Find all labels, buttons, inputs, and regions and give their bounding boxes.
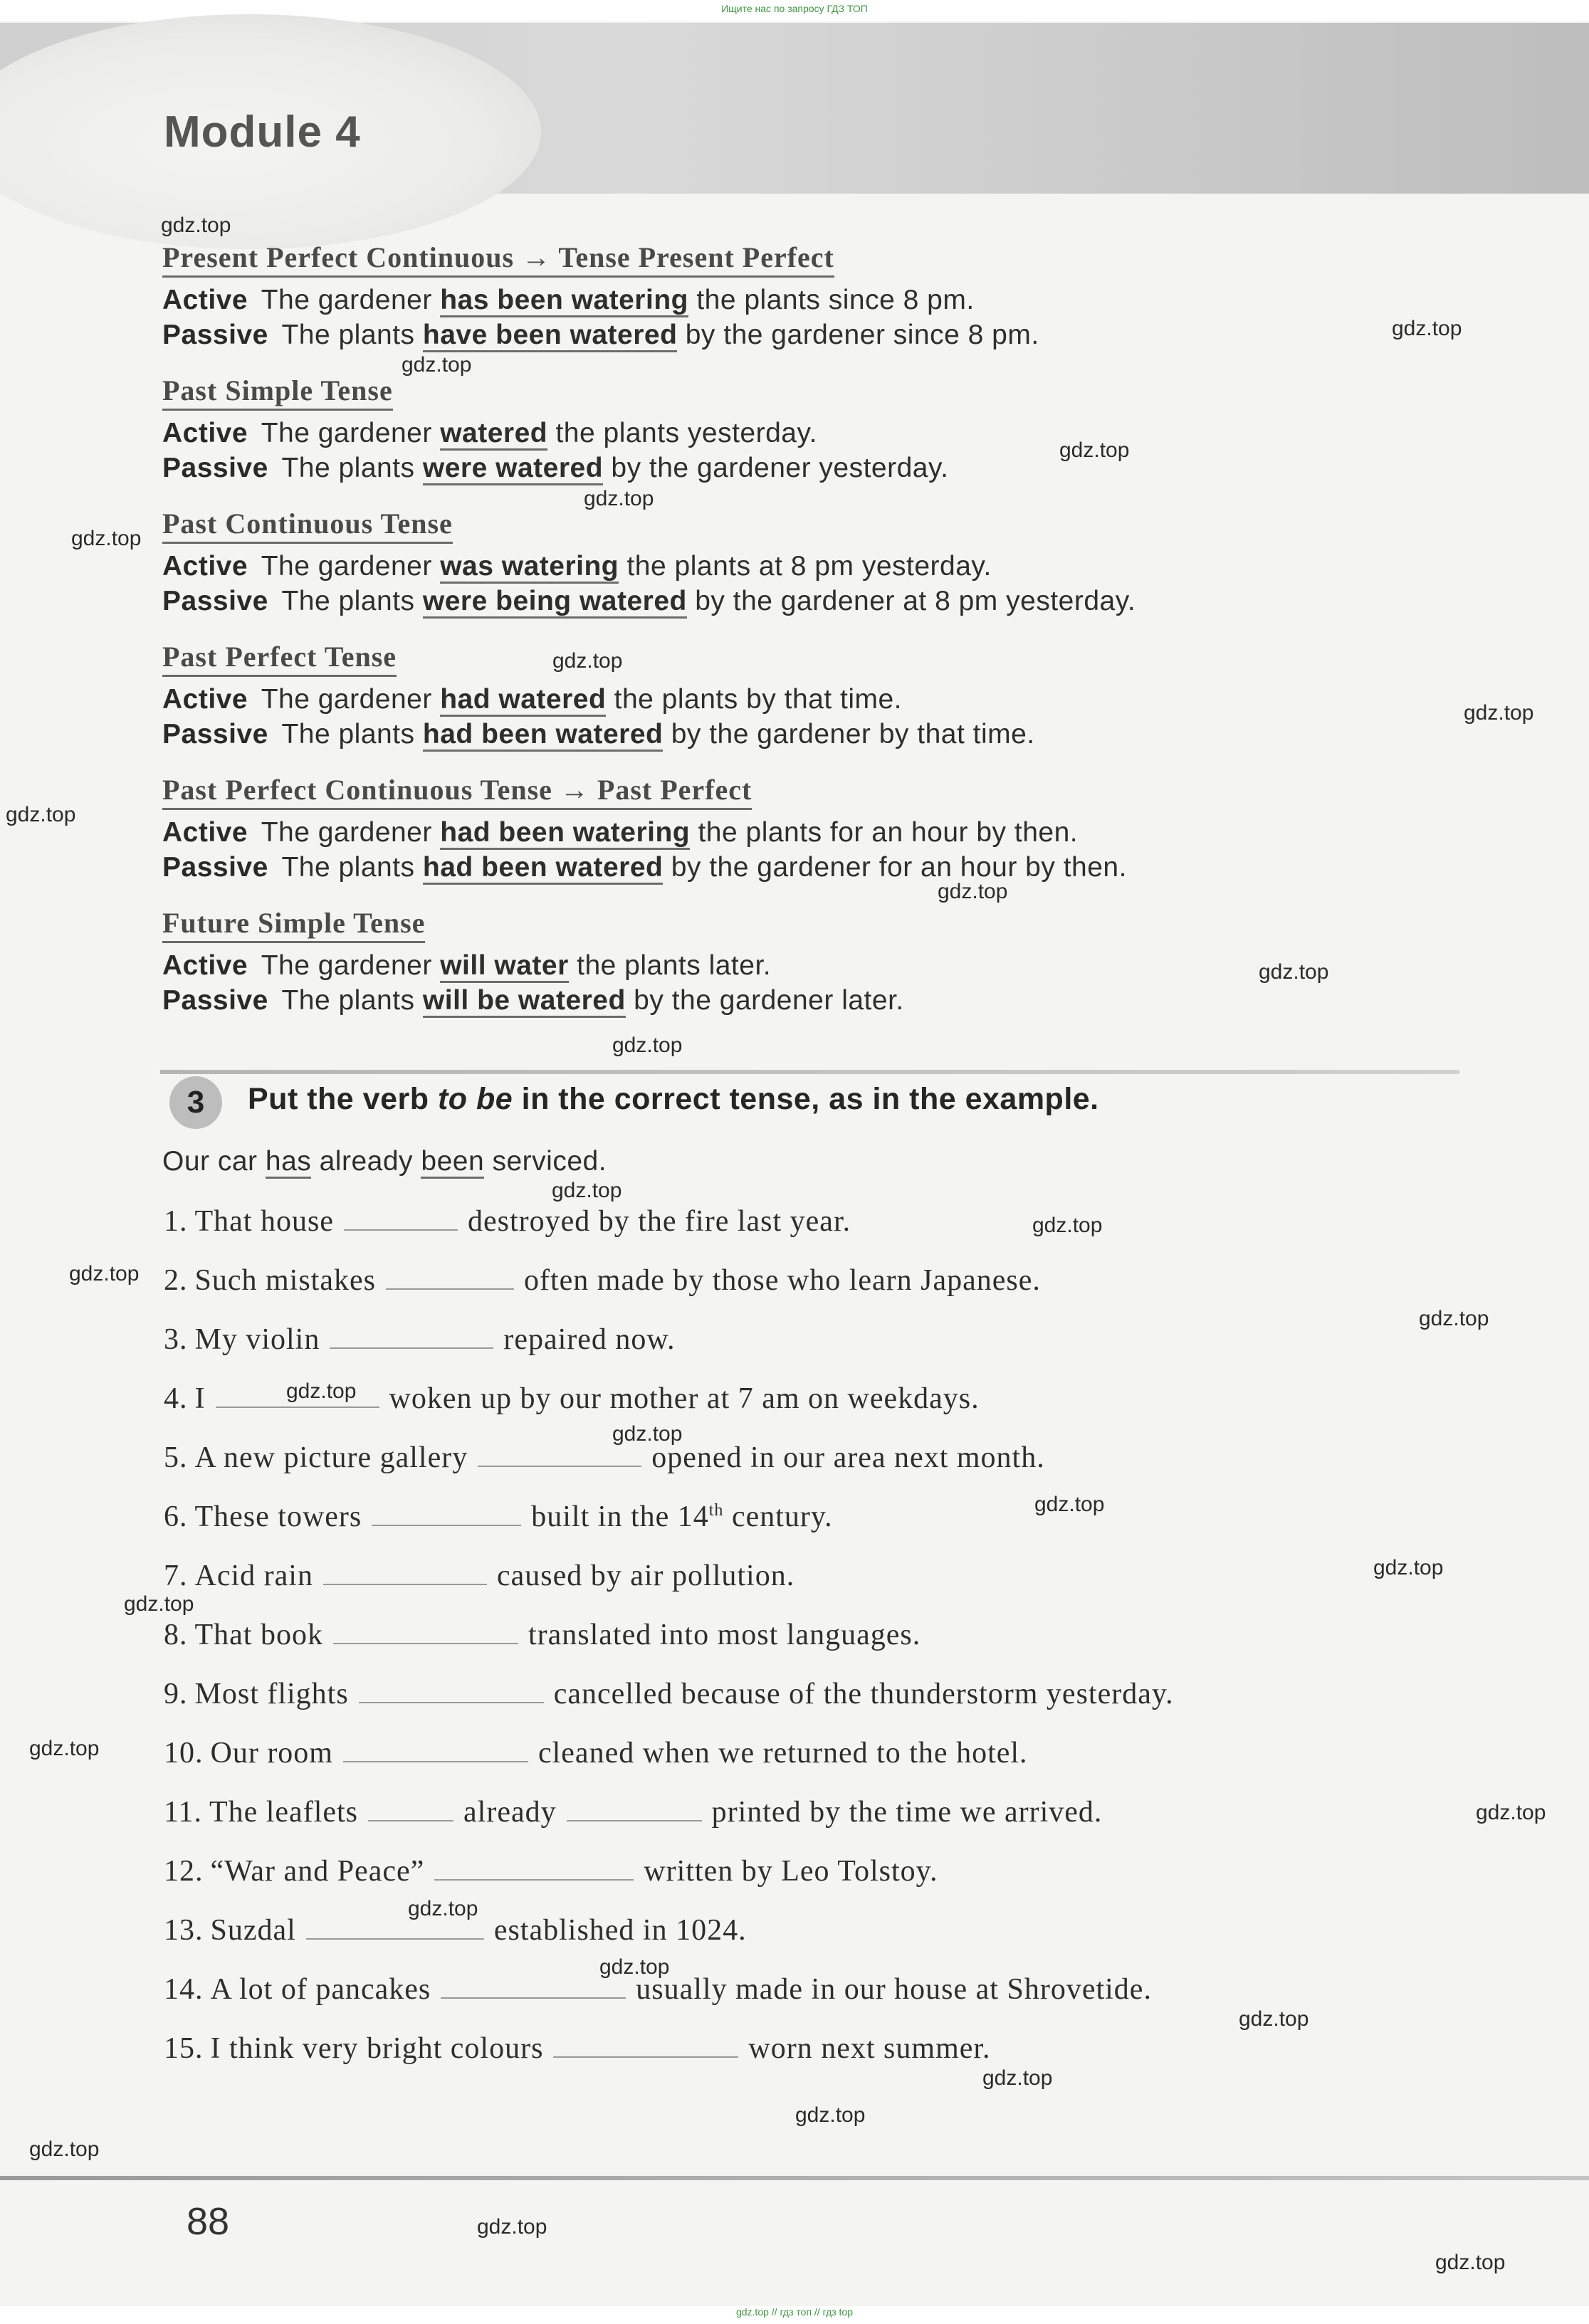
bottom-site-note: gdz.top // гдз топ // гдз top — [735, 2306, 854, 2318]
watermark: gdz.top — [795, 2103, 866, 2127]
item-number: 12. — [164, 1855, 204, 1888]
active-example — [162, 817, 1078, 848]
tense-heading: Future Simple Tense — [162, 906, 425, 943]
watermark: gdz.top — [599, 1955, 670, 1979]
item-text: A lot of pancakes — [210, 1973, 431, 2006]
watermark: gdz.top — [1259, 960, 1329, 984]
tense-heading: Past Simple Tense — [162, 374, 393, 411]
example-answer: has — [266, 1146, 311, 1179]
example-answer: been — [421, 1146, 484, 1179]
top-site-note: Ищите нас по запросу ГДЗ ТОП — [721, 3, 868, 14]
item-text: Most flights — [194, 1678, 349, 1710]
exercise-item — [164, 1795, 1102, 1829]
item-text: opened in our area next month. — [651, 1441, 1045, 1474]
item-text: usually made in our house at Shrovetide. — [636, 1973, 1152, 2006]
sentence-start: The gardener — [261, 817, 432, 848]
watermark: gdz.top — [612, 1422, 683, 1446]
verb-form: were being watered — [423, 586, 687, 619]
answer-blank[interactable] — [216, 1406, 379, 1408]
sentence-end: by the gardener at 8 pm yesterday. — [695, 586, 1136, 616]
answer-blank[interactable] — [553, 2056, 738, 2058]
exercise-number-badge: 3 — [169, 1076, 222, 1129]
answer-blank[interactable] — [478, 1465, 641, 1467]
item-number: 10. — [164, 1737, 204, 1770]
active-label: Active — [162, 418, 248, 448]
item-text: The leaflets — [209, 1796, 359, 1829]
exercise-item — [164, 1736, 1028, 1770]
item-text: translated into most languages. — [528, 1619, 921, 1651]
item-text: established in 1024. — [493, 1914, 747, 1947]
watermark: gdz.top — [982, 2066, 1053, 2090]
item-text: I — [194, 1382, 206, 1415]
item-number: 14. — [164, 1973, 204, 2006]
verb-form: had been watering — [440, 817, 690, 850]
active-example — [162, 285, 975, 316]
item-number: 6. — [164, 1500, 188, 1533]
answer-blank[interactable] — [330, 1347, 493, 1349]
sentence-end: by the gardener by that time. — [671, 719, 1035, 750]
exercise-item — [164, 1323, 676, 1357]
answer-blank[interactable] — [359, 1701, 544, 1703]
watermark: gdz.top — [124, 1592, 194, 1616]
watermark: gdz.top — [29, 2138, 100, 2161]
watermark: gdz.top — [552, 649, 623, 673]
passive-example — [162, 320, 1039, 351]
active-label: Active — [162, 950, 248, 981]
watermark: gdz.top — [29, 1737, 100, 1760]
tense-heading: Past Perfect Continuous Tense → Past Perfect — [162, 773, 752, 810]
watermark: gdz.top — [286, 1379, 357, 1403]
example-text: Our car — [162, 1146, 258, 1177]
item-text: printed by the time we arrived. — [711, 1796, 1103, 1829]
exercise-item — [164, 1677, 1174, 1711]
exercise-item — [164, 2031, 991, 2066]
watermark: gdz.top — [408, 1897, 478, 1920]
verb-form: was watering — [440, 551, 619, 584]
sentence-end: the plants by that time. — [614, 684, 903, 715]
passive-label: Passive — [162, 453, 268, 483]
item-text: caused by air pollution. — [496, 1560, 795, 1592]
active-example — [162, 950, 771, 982]
active-example — [162, 551, 992, 582]
sentence-start: The gardener — [261, 418, 432, 448]
answer-blank[interactable] — [344, 1229, 458, 1231]
item-number: 7. — [164, 1560, 188, 1592]
answer-blank[interactable] — [441, 1997, 626, 1999]
passive-example — [162, 453, 948, 484]
sentence-start: The gardener — [261, 684, 432, 715]
passive-label: Passive — [162, 852, 268, 883]
active-label: Active — [162, 551, 248, 582]
module-title: Module 4 — [164, 107, 361, 157]
verb-form: have been watered — [423, 320, 677, 352]
watermark: gdz.top — [1464, 701, 1534, 725]
watermark: gdz.top — [1032, 1214, 1103, 1237]
answer-blank[interactable] — [372, 1524, 521, 1526]
watermark: gdz.top — [552, 1179, 622, 1202]
watermark: gdz.top — [402, 353, 472, 377]
sentence-start: The gardener — [261, 551, 432, 582]
item-text: often made by those who learn Japanese. — [523, 1264, 1041, 1297]
item-text: I think very bright colours — [210, 2032, 544, 2065]
verb-form: were watered — [423, 453, 603, 485]
item-text: Our room — [210, 1737, 333, 1770]
watermark: gdz.top — [477, 2215, 547, 2239]
sentence-start: The plants — [281, 985, 415, 1016]
example-text: already — [319, 1146, 414, 1177]
watermark: gdz.top — [1419, 1307, 1489, 1330]
footer-rule — [0, 2176, 1589, 2180]
active-label: Active — [162, 817, 248, 848]
verb-form: will water — [440, 950, 569, 983]
tense-heading: Past Continuous Tense — [162, 507, 453, 544]
item-number: 1. — [164, 1205, 188, 1238]
item-number: 3. — [164, 1323, 188, 1356]
item-number: 13. — [164, 1914, 204, 1947]
sentence-end: by the gardener for an hour by then. — [671, 852, 1127, 883]
sentence-end: the plants yesterday. — [555, 418, 817, 448]
item-text: built in the 14 — [531, 1500, 709, 1533]
sentence-start: The plants — [281, 719, 415, 750]
exercise-item — [164, 1204, 851, 1239]
tense-heading: Present Perfect Continuous → Tense Present Perfect — [162, 241, 834, 278]
item-text: destroyed by the fire last year. — [467, 1205, 851, 1238]
passive-label: Passive — [162, 719, 268, 750]
exercise-item — [164, 1559, 794, 1593]
page-number: 88 — [187, 2200, 230, 2243]
sentence-end: by the gardener yesterday. — [611, 453, 949, 483]
active-example — [162, 418, 817, 449]
active-label: Active — [162, 684, 248, 715]
item-text: That book — [194, 1619, 323, 1651]
sentence-start: The plants — [281, 586, 415, 616]
sentence-end: the plants since 8 pm. — [696, 285, 975, 315]
tense-heading: Past Perfect Tense — [162, 640, 397, 677]
item-text: My violin — [194, 1323, 320, 1356]
watermark: gdz.top — [1476, 1801, 1546, 1824]
verb-form: had been watered — [423, 719, 663, 752]
sentence-end: by the gardener later. — [634, 985, 904, 1016]
sentence-end: the plants later. — [577, 950, 772, 981]
watermark: gdz.top — [1239, 2007, 1309, 2031]
item-number: 9. — [164, 1678, 188, 1710]
active-label: Active — [162, 285, 248, 315]
item-text: Such mistakes — [194, 1264, 376, 1297]
example-text: serviced. — [492, 1146, 607, 1177]
item-text: written by Leo Tolstoy. — [644, 1855, 938, 1888]
sentence-end: the plants at 8 pm yesterday. — [626, 551, 992, 582]
sentence-end: the plants for an hour by then. — [698, 817, 1079, 848]
item-text: worn next summer. — [748, 2032, 991, 2065]
watermark: gdz.top — [71, 527, 142, 550]
watermark: gdz.top — [612, 1034, 683, 1057]
passive-example — [162, 719, 1035, 750]
item-text: cancelled because of the thunderstorm yesterday. — [553, 1678, 1174, 1710]
passive-example — [162, 852, 1127, 883]
item-text: Acid rain — [194, 1560, 313, 1592]
exercise-item — [164, 1500, 833, 1534]
exercise-item — [164, 1441, 1045, 1475]
answer-blank[interactable] — [333, 1642, 518, 1644]
item-text: Suzdal — [210, 1914, 296, 1947]
exercise-example — [162, 1146, 607, 1177]
instruction-emphasis: to be — [437, 1082, 513, 1116]
answer-blank[interactable] — [323, 1583, 487, 1585]
passive-label: Passive — [162, 320, 268, 350]
sentence-start: The plants — [281, 852, 415, 883]
item-text: already — [463, 1796, 557, 1829]
answer-blank[interactable] — [386, 1288, 514, 1290]
answer-blank[interactable] — [434, 1878, 634, 1881]
answer-blank[interactable] — [306, 1937, 484, 1940]
watermark: gdz.top — [1059, 438, 1130, 462]
active-example — [162, 684, 902, 715]
exercise-item — [164, 1854, 938, 1888]
answer-blank[interactable] — [368, 1819, 453, 1821]
exercise-instruction — [248, 1082, 1099, 1117]
item-number: 5. — [164, 1441, 188, 1474]
ordinal-suffix: th — [708, 1501, 724, 1520]
exercise-item — [164, 1618, 921, 1652]
sentence-start: The gardener — [261, 950, 432, 981]
instruction-part: in the correct tense, as in the example. — [521, 1082, 1099, 1116]
watermark: gdz.top — [161, 214, 231, 237]
passive-label: Passive — [162, 985, 268, 1016]
exercise-item — [164, 1263, 1041, 1298]
item-text: century. — [731, 1500, 833, 1533]
item-number: 2. — [164, 1264, 188, 1297]
watermark: gdz.top — [1435, 2251, 1506, 2274]
instruction-part: Put the verb — [248, 1082, 429, 1116]
item-number: 11. — [164, 1796, 202, 1829]
item-text: A new picture gallery — [194, 1441, 468, 1474]
passive-example — [162, 985, 904, 1016]
watermark: gdz.top — [1392, 317, 1462, 340]
item-text: That house — [194, 1205, 334, 1238]
verb-form: will be watered — [423, 985, 626, 1018]
watermark: gdz.top — [938, 880, 1008, 903]
verb-form: had watered — [440, 684, 606, 717]
verb-form: has been watering — [440, 285, 688, 317]
item-number: 4. — [164, 1382, 188, 1415]
sentence-end: by the gardener since 8 pm. — [685, 320, 1039, 350]
sentence-start: The plants — [281, 320, 415, 350]
watermark: gdz.top — [1034, 1493, 1105, 1516]
item-text: woken up by our mother at 7 am on weekdays. — [389, 1382, 980, 1415]
sentence-start: The plants — [281, 453, 415, 483]
section-divider — [160, 1070, 1459, 1074]
watermark: gdz.top — [69, 1262, 140, 1285]
item-text: “War and Peace” — [210, 1855, 425, 1888]
passive-label: Passive — [162, 586, 268, 616]
verb-form: watered — [440, 418, 547, 451]
watermark: gdz.top — [6, 803, 76, 826]
watermark: gdz.top — [584, 487, 654, 510]
sentence-start: The gardener — [261, 285, 432, 315]
answer-blank[interactable] — [343, 1760, 528, 1762]
item-number: 15. — [164, 2032, 204, 2065]
item-text: repaired now. — [503, 1323, 676, 1356]
passive-example — [162, 586, 1136, 617]
item-text: These towers — [194, 1500, 362, 1533]
answer-blank[interactable] — [567, 1819, 702, 1821]
item-number: 8. — [164, 1619, 188, 1651]
verb-form: had been watered — [423, 852, 663, 885]
item-text: cleaned when we returned to the hotel. — [537, 1737, 1028, 1770]
watermark: gdz.top — [1373, 1556, 1444, 1579]
